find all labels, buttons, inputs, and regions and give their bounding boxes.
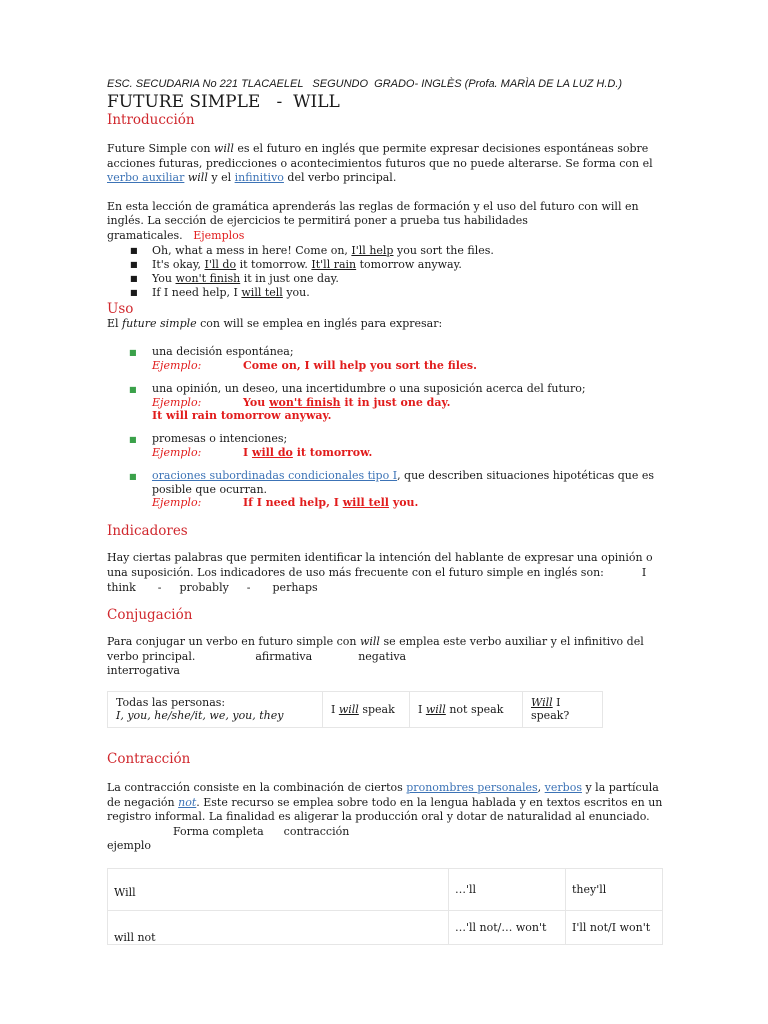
list-item: ■ promesas o intenciones; Ejemplo: I will do it tomorrow. <box>129 432 373 459</box>
list-item: ■ You won't finish it in just one day. <box>130 272 339 286</box>
page-title: FUTURE SIMPLE - WILL <box>107 92 340 112</box>
list-item: ■ Oh, what a mess in here! Come on, I'll help you sort the files. <box>130 243 494 257</box>
example-cell: I'll not/I won't <box>566 910 663 944</box>
heading-contraccion: Contracción <box>107 750 191 767</box>
contraccion-paragraph: La contracción consiste en la combinación de ciertos pronombres personales, verbos y la partícula de negación not. Este recurso se emplea sobre todo en la lengua hablada y en textos escritos en un registro informal. La finalidad es aligerar la producción oral y dotar de naturalidad al enunciado.Forma completa contracción ejemplo <box>107 780 663 853</box>
link-infinitivo[interactable]: infinitivo <box>234 171 284 185</box>
school-header: ESC. SECUDARIA No 221 TLACAELEL SEGUNDO GRADO- INGLÈS (Profa. MARÌA DE LA LUZ H.D.) <box>107 78 623 90</box>
intro-paragraph-2: En esta lección de gramática aprenderás las reglas de formación y el uso del futuro con will en inglés. La sección de ejercicios te permitirá poner a prueba tus habilidades gramaticales. Ejemplos <box>107 199 639 242</box>
affirmative-cell: I will speak <box>323 691 410 727</box>
heading-conjugacion: Conjugación <box>107 607 193 624</box>
intro-examples-list <box>107 244 663 301</box>
table-row <box>108 910 663 944</box>
uso-paragraph: El future simple con will se emplea en inglés para expresar: <box>107 316 443 330</box>
conjugacion-paragraph: Para conjugar un verbo en futuro simple con will se emplea este verbo auxiliar y el infinitivo del verbo principal. afirmativa negativa interrogativa <box>107 635 644 678</box>
full-form-cell: Will <box>108 868 449 910</box>
table-row <box>108 868 663 910</box>
indicadores-paragraph: Hay ciertas palabras que permiten identificar la intención del hablante de expresar una opinión o una suposición. Los indicadores de uso más frecuente con el futuro simple en inglés son: I think - probably - perhaps <box>107 551 653 594</box>
ejemplos-label: Ejemplos <box>193 228 245 242</box>
uso-list <box>107 345 663 509</box>
link-not[interactable]: not <box>178 795 197 809</box>
heading-uso: Uso <box>107 300 134 317</box>
table-row <box>108 691 603 727</box>
list-item: ■ una decisión espontánea; Ejemplo: Come on, I will help you sort the files. <box>129 345 477 372</box>
contraction-table <box>107 868 663 945</box>
conjugation-table <box>107 691 603 728</box>
list-item: ■ If I need help, I will tell you. <box>130 286 310 300</box>
heading-introduccion: Introducción <box>107 112 195 128</box>
contraction-cell: …'ll <box>449 868 566 910</box>
list-item: ■ oraciones subordinadas condicionales tipo I, que describen situaciones hipotéticas que es posible que ocurran. Ejemplo: If I need help, I will tell you. <box>129 469 654 509</box>
link-verbo-auxiliar[interactable]: verbo auxiliar <box>107 171 185 185</box>
full-form-cell: will not <box>108 910 449 944</box>
intro-paragraph-1: Future Simple con will es el futuro en inglés que permite expresar decisiones espontáneas sobre acciones futuras, predicciones o acontecimientos futuros que no puede alterarse. Se forma con el verbo auxiliar will y el infinitivo del verbo principal. <box>107 142 653 185</box>
contraction-cell: …'ll not/… won't <box>449 910 566 944</box>
list-item: ■ It's okay, I'll do it tomorrow. It'll rain tomorrow anyway. <box>130 257 462 271</box>
link-pronombres-personales[interactable]: pronombres personales <box>406 780 538 794</box>
document-page <box>107 78 663 945</box>
heading-indicadores: Indicadores <box>107 523 188 540</box>
interrogative-cell: Will I speak? <box>523 691 603 727</box>
negative-cell: I will not speak <box>410 691 523 727</box>
link-verbos[interactable]: verbos <box>544 780 582 794</box>
link-oraciones-condicionales[interactable]: oraciones subordinadas condicionales tipo I <box>152 469 398 483</box>
example-cell: they'll <box>566 868 663 910</box>
list-item: ■ una opinión, un deseo, una incertidumbre o una suposición acerca del futuro; Ejemplo: You won't finish it in just one day. It will rain tomorrow anyway. <box>129 382 586 422</box>
persons-cell: Todas las personas: I, you, he/she/it, we, you, they <box>108 691 323 727</box>
